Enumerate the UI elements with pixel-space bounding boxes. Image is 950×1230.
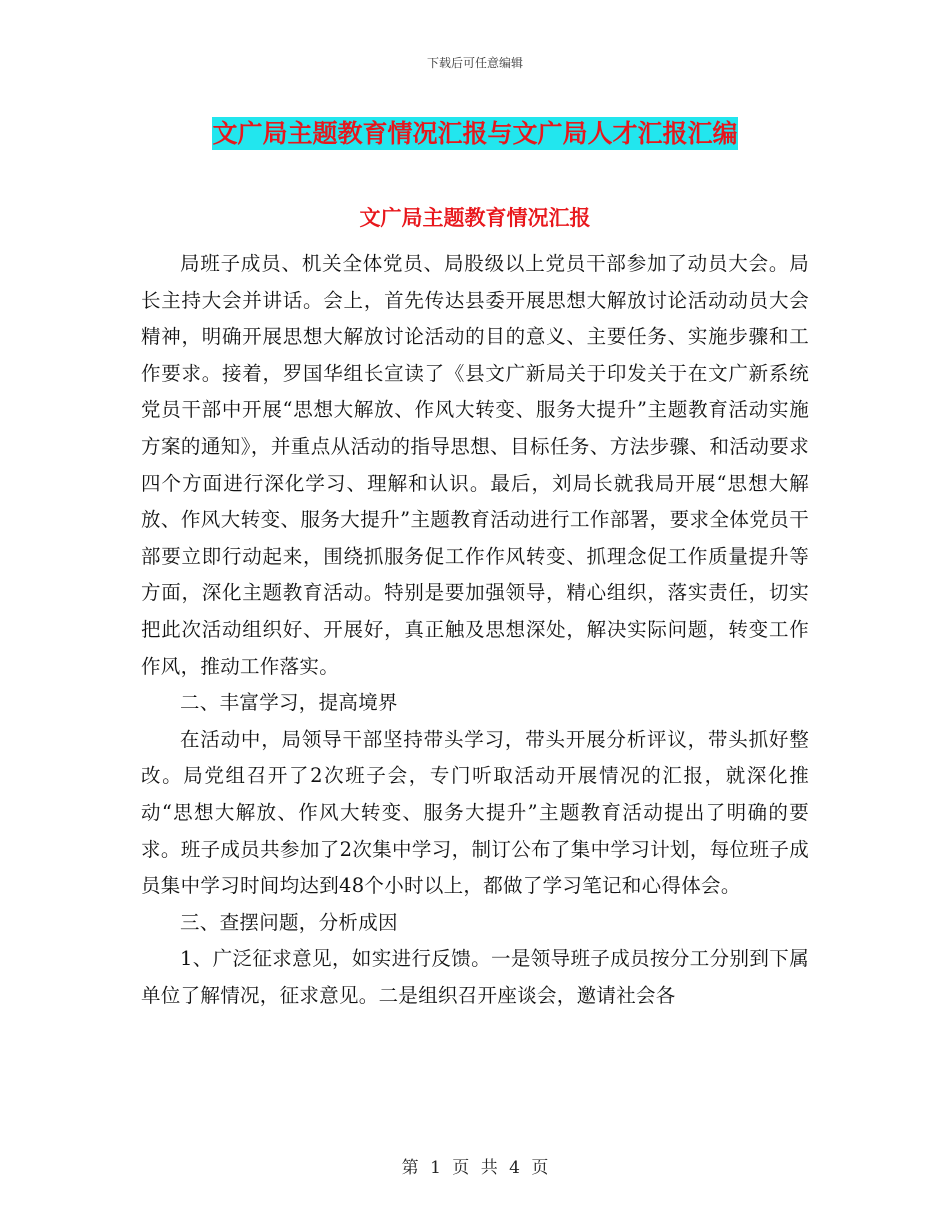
paragraph: 在活动中，局领导干部坚持带头学习，带头开展分析评议，带头抓好整改。局党组召开了2次班子会，专门听取活动开展情况的汇报，就深化推动“思想大解放、作风大转变、服务大提升”主题教育活动提出了明确的要求。班子成员共参加了2次集中学习，制订公布了集中学习计划，每位班子成员集中学习时间均达到48个小时以上，都做了学习笔记和心得体会。 xyxy=(141,727,809,898)
page-footer: 第 1 页 共 4 页 xyxy=(401,1158,549,1178)
document-title-text: 文广局主题教育情况汇报与文广局人才汇报汇编 xyxy=(212,119,738,148)
section-heading: 二、丰富学习，提高境界 xyxy=(180,691,398,715)
page-header-note: 下载后可任意编辑 xyxy=(426,56,523,70)
section-heading: 三、查摆问题，分析成因 xyxy=(180,910,398,934)
document-title xyxy=(0,114,950,150)
paragraph: 局班子成员、机关全体党员、局股级以上党员干部参加了动员大会。局长主持大会并讲话。会上，首先传达县委开展思想大解放讨论活动动员大会精神，明确开展思想大解放讨论活动的目的意义、主要任务、实施步骤和工作要求。接着，罗国华组长宣读了《县文广新局关于印发关于在文广新系统党员干部中开展“思想大解放、作风大转变、服务大提升”主题教育活动实施方案的通知》，并重点从活动的指导思想、目标任务、方法步骤、和活动要求四个方面进行深化学习、理解和认识。最后，刘局长就我局开展“思想大解放、作风大转变、服务大提升”主题教育活动进行工作部署，要求全体党员干部要立即行动起来，围绕抓服务促工作作风转变、抓理念促工作质量提升等方面，深化主题教育活动。特别是要加强领导，精心组织，落实责任，切实把此次活动组织好、开展好，真正触及思想深处，解决实际问题，转变工作作风，推动工作落实。 xyxy=(141,252,809,678)
section-title: 文广局主题教育情况汇报 xyxy=(359,206,591,230)
document-body xyxy=(141,246,809,1014)
paragraph: 1、广泛征求意见，如实进行反馈。一是领导班子成员按分工分别到下属单位了解情况，征求意见。二是组织召开座谈会，邀请社会各 xyxy=(141,947,809,1007)
